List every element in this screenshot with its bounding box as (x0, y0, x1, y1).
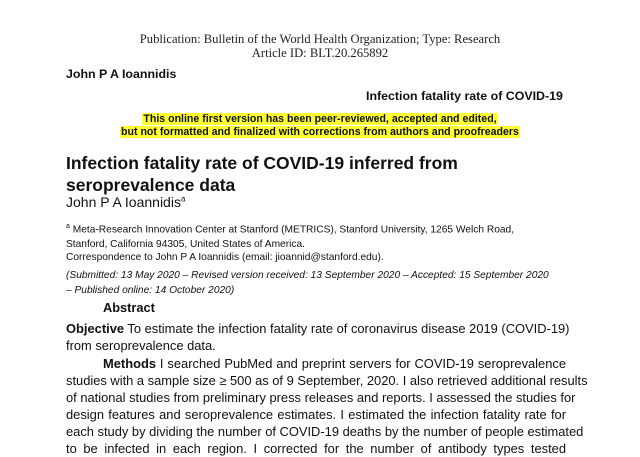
methods-text-1: I searched PubMed and preprint servers for COVID-19 seroprevalence (156, 356, 566, 371)
notice-line-2 (0, 126, 640, 139)
objective-text-1: To estimate the infection fatality rate of coronavirus disease 2019 (COVID-19) (124, 321, 570, 336)
methods-text-4: design features and seroprevalence estimates. I estimated the infection fatality rate for (66, 407, 566, 422)
affiliation (66, 219, 576, 252)
notice-line-1 (0, 113, 640, 126)
methods-text-5: each study by dividing the number of COVID-19 deaths by the number of people estimated (66, 424, 584, 439)
running-title: Infection fatality rate of COVID-19 (366, 89, 563, 103)
methods-text-3: of national studies from preliminary press releases and reports. I assessed the studies for (66, 390, 576, 405)
article-title-line-2: seroprevalence data (66, 175, 236, 195)
affiliation-line-1: Meta-Research Innovation Center at Stanford (METRICS), Stanford University, 1265 Welch Road, (72, 224, 515, 236)
objective-label: Objective (66, 321, 125, 336)
abstract-heading: Abstract (103, 300, 155, 315)
methods-text-6: to be infected in each region. I corrected for the number of antibody types tested (66, 441, 566, 456)
methods-text-2: studies with a sample size ≥ 500 as of 9 September, 2020. I also retrieved additional results (66, 373, 588, 388)
abstract-objective (66, 320, 570, 354)
objective-text-2: from seroprevalence data. (66, 338, 216, 353)
article-id: Article ID: BLT.20.265892 (251, 46, 389, 60)
notice-highlight-2: but not formatted and finalized with corrections from authors and proofreaders (121, 126, 519, 138)
article-title-line-1: Infection fatality rate of COVID-19 inferred from (66, 153, 458, 173)
affiliation-sup: a (66, 223, 70, 230)
publication-line: Publication: Bulletin of the World Health Organization; Type: Research (139, 32, 501, 46)
dates-line-2: – Published online: 14 October 2020) (66, 285, 235, 296)
publication-dates (66, 268, 576, 298)
correspondence: Correspondence to John P A Ioannidis (email: jioannid@stanford.edu). (66, 252, 384, 263)
methods-label: Methods (103, 356, 156, 371)
dates-line-1: (Submitted: 13 May 2020 – Revised version received: 13 September 2020 – Accepted: 15 September 2020 (66, 270, 549, 281)
article-author (66, 194, 185, 210)
running-author: John P A Ioannidis (66, 67, 177, 81)
author-name: John P A Ioannidis (66, 194, 181, 210)
article-title (66, 152, 458, 196)
notice-highlight-1: This online first version has been peer-reviewed, accepted and edited, (143, 113, 497, 125)
author-sup: a (180, 194, 186, 204)
affiliation-line-2: Stanford, California 94305, United States of America. (66, 239, 305, 251)
